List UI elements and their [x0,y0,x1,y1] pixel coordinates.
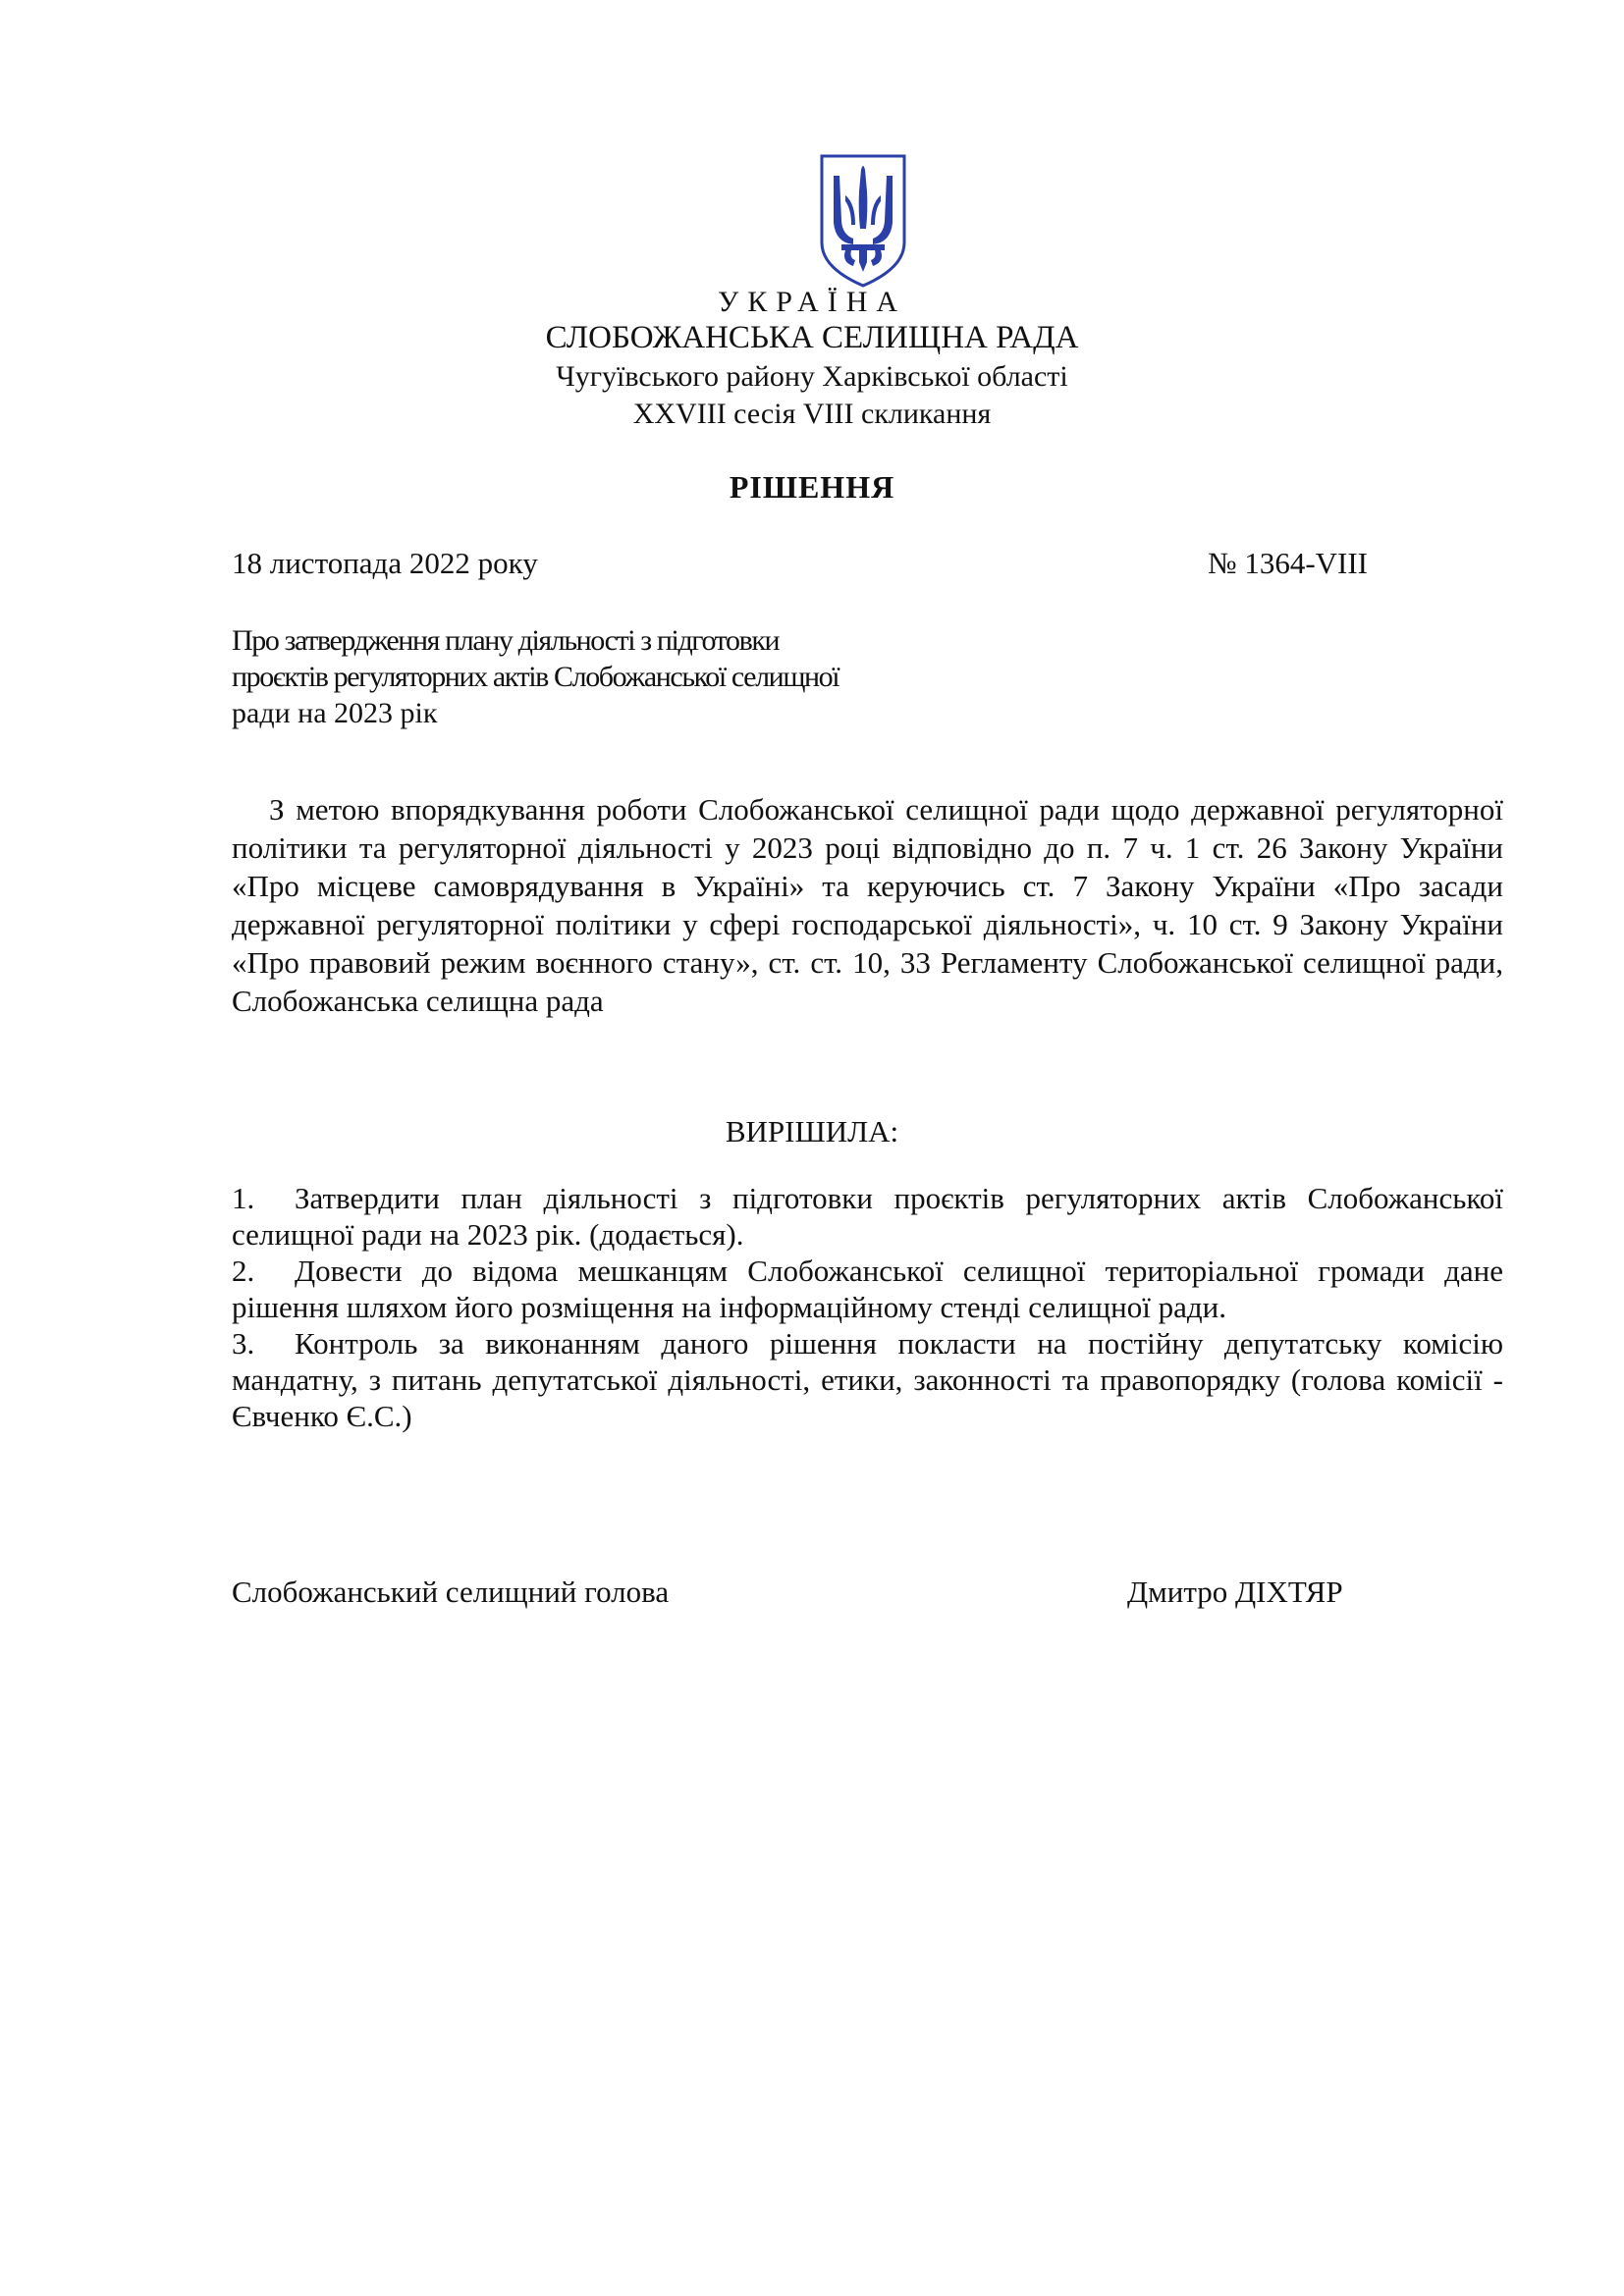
resolved-heading: ВИРІШИЛА: [725,1114,899,1148]
trident-coat-of-arms-icon [816,152,910,290]
signer-name: Дмитро ДІХТЯР [1127,1575,1343,1609]
district-heading: Чугуївського району Харківської області [556,360,1068,393]
item-text: Затвердити план діяльності з підготовки проєктів регуляторних актів Слобожанської селищної ради на 2023 рік. (додається). [232,1181,1503,1252]
decision-number: № 1364-VIII [1208,546,1369,580]
item-number: 2. [232,1254,255,1288]
country-heading: УКРАЇНА [717,286,907,318]
subject-line: проєктів регуляторних актів Слобожанської селищної [232,661,839,693]
decision-subject [232,622,919,731]
item-text: Контроль за виконанням даного рішення покласти на постійну депутатську комісію мандатну, з питань депутатської діяльності, етики, законності та правопорядку (голова комісії - Євченко Є.С.) [232,1326,1503,1433]
item-text: Довести до відома мешканцям Слобожанської селищної територіальної громади дане рішення шляхом його розміщення на інформаційному стенді селищної ради. [232,1254,1503,1324]
item-number: 1. [232,1181,255,1215]
session-heading: XXVIII сесія VIII скликання [632,398,992,430]
subject-line: Про затвердження плану діяльності з підготовки [232,624,780,657]
subject-line: ради на 2023 рік [232,697,438,729]
decision-item [232,1180,1503,1253]
document-type-title: РІШЕННЯ [729,469,895,505]
decision-items-list [232,1180,1503,1434]
item-number: 3. [232,1326,255,1361]
decision-date: 18 листопада 2022 року [232,546,538,580]
decision-item [232,1253,1503,1325]
council-heading: СЛОБОЖАНСЬКА СЕЛИЩНА РАДА [545,320,1079,355]
decision-item [232,1325,1503,1434]
signer-role: Слобожанський селищний голова [232,1575,670,1609]
preamble-paragraph: З метою впорядкування роботи Слобожанської селищної ради щодо державної регуляторної політики та регуляторної діяльності у 2023 році відповідно до п. 7 ч. 1 ст. 26 Закону України «Про місцеве самоврядування в Україні» та керуючись ст. 7 Закону України «Про засади державної регуляторної політики у сфері господарської діяльності», ч. 10 ст. 9 Закону України «Про правовий режим воєнного стану», ст. ст. 10, 33 Регламенту Слобожанської селищної ради, Слобожанська селищна рада [232,792,1503,1018]
